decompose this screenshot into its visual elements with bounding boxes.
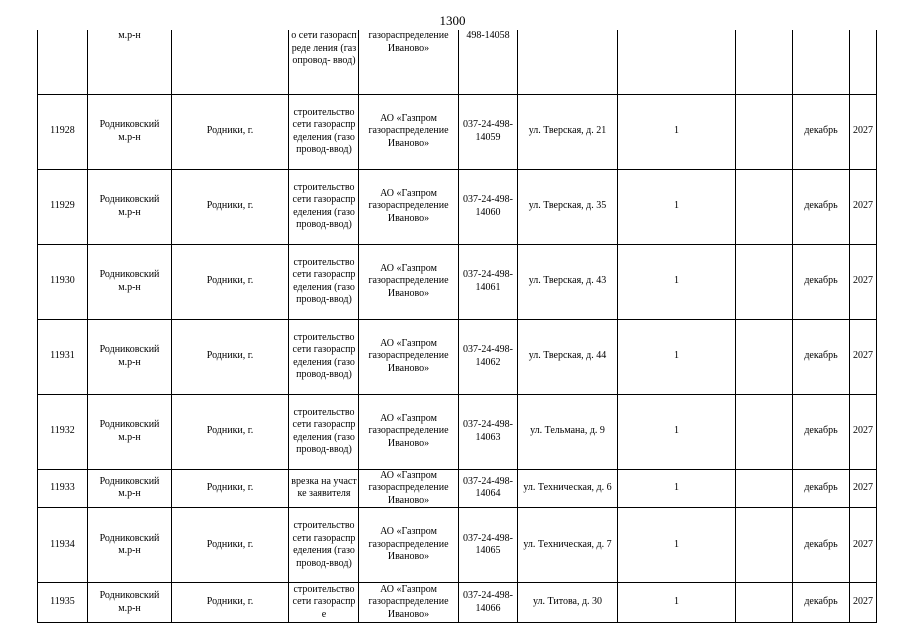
work-type-text: о сети газораспреде ления (газопровод- ввод) <box>291 30 357 66</box>
cell-district: Родниковский м.р-н <box>88 319 172 394</box>
registry-table <box>37 30 877 623</box>
work-type-text: строительство сети газораспределения (газопровод-ввод) <box>292 520 356 569</box>
cell-month: декабрь <box>793 394 850 469</box>
cell-locality: Родники, г. <box>172 583 289 623</box>
cell-empty <box>736 583 793 623</box>
table-row-continued <box>38 30 877 94</box>
cell-count: 1 <box>618 469 736 508</box>
cell-empty <box>736 469 793 508</box>
cell-work-type <box>289 244 359 319</box>
cell-code: 037-24-498-14066 <box>459 583 518 623</box>
cell-year: 2027 <box>850 319 877 394</box>
cell-num: 11935 <box>38 583 88 623</box>
cell-address: ул. Техническая, д. 6 <box>518 469 618 508</box>
cell-organization: АО «Газпром газораспределение Иваново» <box>359 169 459 244</box>
cell-code: 037-24-498-14064 <box>459 469 518 508</box>
work-type-text: строительство сети газораспределения (газопровод-ввод) <box>292 256 356 305</box>
cell-empty <box>736 30 793 94</box>
cell-year: 2027 <box>850 169 877 244</box>
cell-work-type <box>289 169 359 244</box>
cell-work-type <box>289 394 359 469</box>
cell-organization: АО «Газпром газораспределение Иваново» <box>359 469 459 508</box>
cell-year: 2027 <box>850 94 877 169</box>
cell-empty <box>736 319 793 394</box>
cell-organization: АО «Газпром газораспределение Иваново» <box>359 583 459 623</box>
cell-work-type <box>289 469 359 508</box>
cell-address <box>518 30 618 94</box>
cell-work-type <box>289 583 359 623</box>
cell-code: 037-24-498-14063 <box>459 394 518 469</box>
cell-num: 11928 <box>38 94 88 169</box>
cell-locality: Родники, г. <box>172 394 289 469</box>
cell-organization: АО «Газпром газораспределение Иваново» <box>359 319 459 394</box>
cell-district: Родниковский м.р-н <box>88 469 172 508</box>
table-row <box>38 394 877 469</box>
work-type-text: строительство сети газораспределения (газопровод-ввод) <box>292 331 356 380</box>
cell-month: декабрь <box>793 169 850 244</box>
cell-organization: АО «Газпром газораспределение Иваново» <box>359 394 459 469</box>
page-number: 1300 <box>439 13 466 28</box>
cell-work-type <box>289 319 359 394</box>
cell-locality: Родники, г. <box>172 244 289 319</box>
cell-organization: АО «Газпром газораспределение Иваново» <box>359 94 459 169</box>
cell-code: 037-24-498-14062 <box>459 319 518 394</box>
cell-num <box>38 30 88 94</box>
cell-district: Родниковский м.р-н <box>88 583 172 623</box>
cell-address: ул. Тверская, д. 44 <box>518 319 618 394</box>
cell-empty <box>736 94 793 169</box>
cell-code: 037-24-498-14060 <box>459 169 518 244</box>
table-row <box>38 508 877 583</box>
cell-num: 11933 <box>38 469 88 508</box>
table-row <box>38 319 877 394</box>
cell-work-type <box>289 30 359 94</box>
cell-code: 037-24-498-14059 <box>459 94 518 169</box>
cell-year: 2027 <box>850 244 877 319</box>
cell-organization: газораспределение Иваново» <box>359 30 459 94</box>
cell-num: 11930 <box>38 244 88 319</box>
cell-month: декабрь <box>793 583 850 623</box>
cell-locality: Родники, г. <box>172 319 289 394</box>
cell-address: ул. Тверская, д. 21 <box>518 94 618 169</box>
cell-address: ул. Тельмана, д. 9 <box>518 394 618 469</box>
cell-locality: Родники, г. <box>172 469 289 508</box>
cell-locality: Родники, г. <box>172 94 289 169</box>
work-type-text: строительство сети газораспределения (газопровод-ввод) <box>292 181 356 230</box>
cell-district: Родниковский м.р-н <box>88 394 172 469</box>
cell-num: 11931 <box>38 319 88 394</box>
cell-count: 1 <box>618 583 736 623</box>
table-row <box>38 94 877 169</box>
cell-year <box>850 30 877 94</box>
cell-count: 1 <box>618 508 736 583</box>
cell-work-type <box>289 94 359 169</box>
cell-district: Родниковский м.р-н <box>88 169 172 244</box>
cell-district: Родниковский м.р-н <box>88 244 172 319</box>
cell-code: 037-24-498-14061 <box>459 244 518 319</box>
cell-num: 11934 <box>38 508 88 583</box>
cell-count: 1 <box>618 244 736 319</box>
work-type-text: строительство сети газораспределения (газопровод-ввод) <box>292 406 356 455</box>
cell-empty <box>736 169 793 244</box>
cell-organization: АО «Газпром газораспределение Иваново» <box>359 244 459 319</box>
cell-empty <box>736 244 793 319</box>
cell-month: декабрь <box>793 94 850 169</box>
cell-month <box>793 30 850 94</box>
cell-address: ул. Техническая, д. 7 <box>518 508 618 583</box>
cell-address: ул. Титова, д. 30 <box>518 583 618 623</box>
work-type-text: врезка на участке заявителя <box>291 475 357 500</box>
cell-year: 2027 <box>850 583 877 623</box>
cell-count: 1 <box>618 394 736 469</box>
cell-district: м.р-н <box>88 30 172 94</box>
cell-month: декабрь <box>793 244 850 319</box>
table-body <box>38 30 877 623</box>
cell-year: 2027 <box>850 508 877 583</box>
cell-month: декабрь <box>793 508 850 583</box>
cell-address: ул. Тверская, д. 43 <box>518 244 618 319</box>
cell-district: Родниковский м.р-н <box>88 508 172 583</box>
cell-year: 2027 <box>850 469 877 508</box>
work-type-text: строительство сети газораспре <box>292 583 356 620</box>
cell-code: 037-24-498-14065 <box>459 508 518 583</box>
table-row <box>38 169 877 244</box>
table-row <box>38 583 877 623</box>
cell-locality: Родники, г. <box>172 169 289 244</box>
cell-count: 1 <box>618 94 736 169</box>
cell-count: 1 <box>618 319 736 394</box>
cell-year: 2027 <box>850 394 877 469</box>
cell-count <box>618 30 736 94</box>
cell-month: декабрь <box>793 319 850 394</box>
cell-empty <box>736 508 793 583</box>
cell-work-type <box>289 508 359 583</box>
cell-locality <box>172 30 289 94</box>
cell-count: 1 <box>618 169 736 244</box>
cell-district: Родниковский м.р-н <box>88 94 172 169</box>
cell-locality: Родники, г. <box>172 508 289 583</box>
cell-num: 11932 <box>38 394 88 469</box>
table-row <box>38 469 877 508</box>
cell-num: 11929 <box>38 169 88 244</box>
cell-organization: АО «Газпром газораспределение Иваново» <box>359 508 459 583</box>
cell-address: ул. Тверская, д. 35 <box>518 169 618 244</box>
work-type-text: строительство сети газораспределения (газопровод-ввод) <box>292 106 356 155</box>
cell-month: декабрь <box>793 469 850 508</box>
table-row <box>38 244 877 319</box>
cell-code: 498-14058 <box>459 30 518 94</box>
cell-empty <box>736 394 793 469</box>
